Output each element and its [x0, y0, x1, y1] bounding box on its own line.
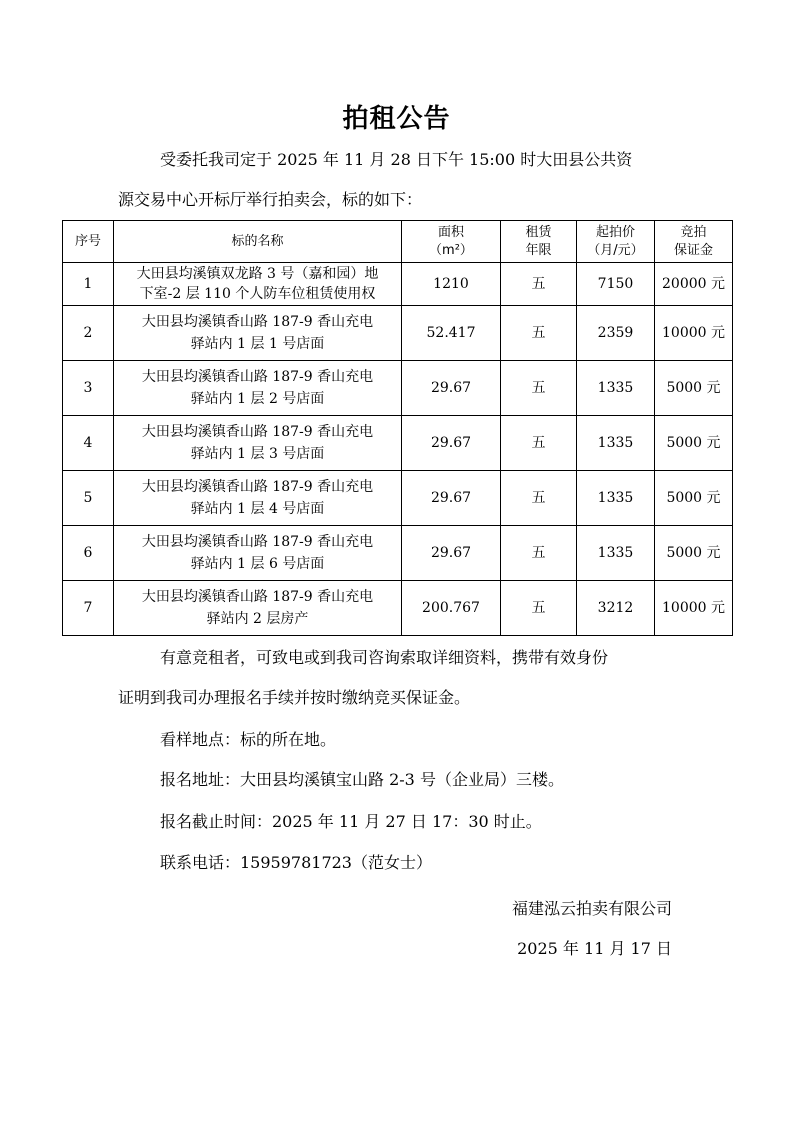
registration-deadline: 报名截止时间：2025 年 11 月 27 日 17：30 时止。 [160, 812, 542, 831]
auction-table [62, 220, 733, 636]
cell-area: 29.67 [402, 361, 501, 416]
header-term-line2: 年限 [525, 242, 552, 258]
contact-phone: 联系电话：15959781723（范女士） [160, 853, 432, 872]
cell-name-line2: 驿站内 2 层房产 [206, 611, 309, 627]
cell-name [114, 306, 402, 361]
header-area [402, 221, 501, 263]
cell-term: 五 [501, 581, 577, 636]
cell-name-line1: 大田县均溪镇香山路 187-9 香山充电 [141, 479, 374, 495]
cell-name [114, 471, 402, 526]
cell-deposit: 5000 元 [655, 526, 733, 581]
cell-price: 2359 [577, 306, 655, 361]
cell-area: 29.67 [402, 526, 501, 581]
header-price [577, 221, 655, 263]
cell-seq: 4 [63, 416, 114, 471]
cell-term: 五 [501, 263, 577, 306]
cell-name-line1: 大田县均溪镇香山路 187-9 香山充电 [141, 534, 374, 550]
cell-deposit: 5000 元 [655, 361, 733, 416]
cell-area: 52.417 [402, 306, 501, 361]
header-deposit [655, 221, 733, 263]
interest-line-2: 证明到我司办理报名手续并按时缴纳竞买保证金。 [118, 688, 471, 707]
signature-date: 2025 年 11 月 17 日 [517, 939, 672, 958]
cell-name-line1: 大田县均溪镇双龙路 3 号（嘉和园）地 [136, 266, 379, 282]
header-area-line2: （m²） [429, 242, 473, 258]
cell-seq: 2 [63, 306, 114, 361]
cell-price: 1335 [577, 416, 655, 471]
cell-term: 五 [501, 361, 577, 416]
cell-price: 1335 [577, 526, 655, 581]
cell-price: 3212 [577, 581, 655, 636]
header-seq: 序号 [63, 221, 114, 263]
cell-price: 7150 [577, 263, 655, 306]
cell-deposit: 20000 元 [655, 263, 733, 306]
cell-area: 200.767 [402, 581, 501, 636]
page-title: 拍租公告 [342, 104, 451, 134]
cell-seq: 7 [63, 581, 114, 636]
header-term-line1: 租赁 [525, 224, 552, 240]
header-price-line2: （月/元） [587, 242, 644, 258]
header-area-line1: 面积 [437, 224, 464, 240]
signature-company: 福建泓云拍卖有限公司 [511, 899, 672, 918]
cell-term: 五 [501, 526, 577, 581]
table-row [63, 306, 733, 361]
header-term [501, 221, 577, 263]
table-header-row [63, 221, 733, 263]
cell-name-line2: 驿站内 1 层 1 号店面 [190, 336, 325, 352]
cell-term: 五 [501, 471, 577, 526]
cell-name-line1: 大田县均溪镇香山路 187-9 香山充电 [141, 424, 374, 440]
table-row [63, 526, 733, 581]
cell-name [114, 526, 402, 581]
cell-name-line2: 驿站内 1 层 3 号店面 [190, 446, 325, 462]
cell-term: 五 [501, 416, 577, 471]
cell-area: 29.67 [402, 416, 501, 471]
cell-seq: 6 [63, 526, 114, 581]
header-deposit-line1: 竞拍 [680, 224, 707, 240]
cell-area: 29.67 [402, 471, 501, 526]
cell-seq: 5 [63, 471, 114, 526]
header-price-line1: 起拍价 [595, 224, 635, 240]
table-row [63, 361, 733, 416]
intro-line-2: 源交易中心开标厅举行拍卖会，标的如下： [118, 190, 423, 209]
intro-line-1: 受委托我司定于 2025 年 11 月 28 日下午 15:00 时大田县公共资 [160, 150, 633, 169]
cell-seq: 1 [63, 263, 114, 306]
interest-line-1: 有意竞租者，可致电或到我司咨询索取详细资料，携带有效身份 [160, 648, 609, 667]
cell-name-line2: 驿站内 1 层 4 号店面 [190, 501, 325, 517]
cell-deposit: 10000 元 [655, 581, 733, 636]
cell-term: 五 [501, 306, 577, 361]
registration-address: 报名地址：大田县均溪镇宝山路 2-3 号（企业局）三楼。 [160, 770, 564, 789]
table-row [63, 416, 733, 471]
cell-name-line1: 大田县均溪镇香山路 187-9 香山充电 [141, 589, 374, 605]
cell-area: 1210 [402, 263, 501, 306]
cell-name-line2: 驿站内 1 层 6 号店面 [190, 556, 325, 572]
cell-name-line1: 大田县均溪镇香山路 187-9 香山充电 [141, 314, 374, 330]
table-row [63, 263, 733, 306]
cell-name-line2: 驿站内 1 层 2 号店面 [190, 391, 325, 407]
table-row [63, 581, 733, 636]
cell-deposit: 10000 元 [655, 306, 733, 361]
cell-seq: 3 [63, 361, 114, 416]
viewing-location: 看样地点：标的所在地。 [160, 730, 337, 749]
cell-name-line1: 大田县均溪镇香山路 187-9 香山充电 [141, 369, 374, 385]
header-deposit-line2: 保证金 [673, 242, 713, 258]
cell-name [114, 581, 402, 636]
header-name: 标的名称 [114, 221, 402, 263]
cell-name [114, 416, 402, 471]
table-row [63, 471, 733, 526]
cell-name [114, 361, 402, 416]
cell-deposit: 5000 元 [655, 416, 733, 471]
cell-name [114, 263, 402, 306]
cell-name-line2: 下室-2 层 110 个人防车位租赁使用权 [139, 286, 376, 302]
cell-price: 1335 [577, 471, 655, 526]
cell-price: 1335 [577, 361, 655, 416]
cell-deposit: 5000 元 [655, 471, 733, 526]
